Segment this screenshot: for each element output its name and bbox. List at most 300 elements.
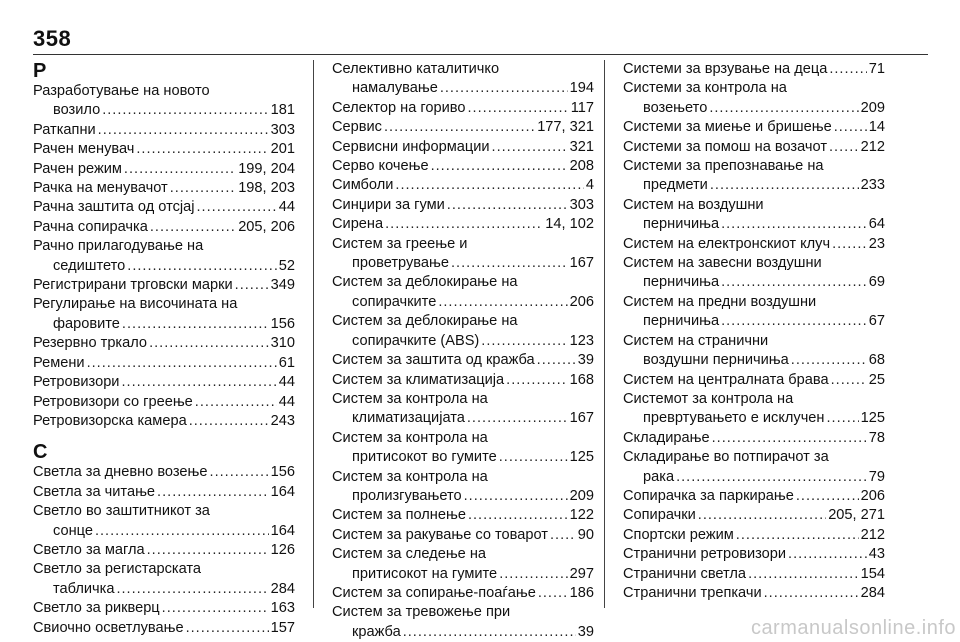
entry-term: Систем за полнење [332,507,466,524]
entry-term: Системот за контрола на [623,390,794,407]
page-reference: 156 [270,315,295,332]
entry-term: Рачна заштита од отсјај [33,199,195,216]
page-reference: 71 [868,61,885,77]
dot-leader [710,176,859,195]
entry-line [332,351,594,370]
entry-term: Светло за магла [33,541,145,558]
index-entry [332,176,594,195]
dot-leader [235,276,269,295]
entry-term: Систем за климатизација [332,371,505,388]
dot-leader [395,176,583,195]
entry-term-continued: намалување [352,80,438,97]
entry-continuation-line [623,409,885,428]
dot-leader [189,412,269,431]
page-reference: 43 [868,546,885,563]
entry-term: Сопирачка за паркирање [623,487,794,504]
index-entry [33,502,295,541]
entry-line [33,541,295,560]
entry-line [623,487,885,506]
entry-term-continued: перничиња [643,313,720,330]
page-reference: 349 [270,277,295,294]
entry-line [623,429,885,448]
entry-line [33,354,295,373]
entry-line [623,138,885,157]
dot-leader [150,218,236,237]
entry-term: Систем за сопирање-поаѓање [332,584,536,601]
page-reference: 14 [868,119,885,136]
dot-leader [481,332,567,351]
index-entry [332,584,594,603]
index-entry [33,541,295,560]
page-reference: 181 [270,102,295,119]
entry-line [33,218,295,237]
entry-line [332,118,594,137]
dot-leader [537,351,576,370]
page-reference: 233 [860,177,885,194]
entry-line [33,179,295,198]
page-reference: 205, 271 [828,507,885,524]
page-reference: 310 [270,335,295,352]
column-divider [313,60,314,608]
dot-leader [403,623,576,642]
dot-leader [438,293,567,312]
dot-leader [832,235,867,254]
entry-term: Системи за контрола на [623,80,787,97]
dot-leader [506,371,568,390]
entry-term-continued: кражба [352,623,401,640]
index-entry [33,121,295,140]
index-entry [33,140,295,159]
dot-leader [499,448,568,467]
entry-continuation-line [332,79,594,98]
entry-term: Систем за контрола на [332,390,488,407]
entry-line [332,99,594,118]
index-entry [332,371,594,390]
entry-line [332,584,594,603]
entry-term: Системи за врзување на деца [623,61,828,77]
dot-leader [170,179,236,198]
entry-line [33,276,295,295]
index-entry [623,138,885,157]
entry-continuation-line [332,293,594,312]
entry-term: Систем за деблокирање на [332,313,518,330]
index-entry [332,545,594,584]
entry-term-continued: рака [643,468,675,485]
dot-leader [149,334,269,353]
page-reference: 123 [569,332,594,349]
entry-continuation-line [33,257,295,276]
entry-term: Рачка на менувачот [33,180,168,197]
page-reference: 212 [860,138,885,155]
index-entry [332,138,594,157]
entry-line [33,373,295,392]
page-reference: 44 [278,199,295,216]
dot-leader [384,118,535,137]
entry-term: Серво кочење [332,158,429,175]
entry-term: Ремени [33,354,85,371]
dot-leader [464,487,568,506]
page-reference: 79 [868,468,885,485]
index-entry [623,584,885,603]
entry-term: Симболи [332,177,394,194]
index-entry [623,371,885,390]
page-reference: 284 [860,584,885,601]
dot-leader [764,584,859,603]
index-entry [33,82,295,121]
index-entry [33,354,295,373]
entry-term-continued: сопирачките (ABS) [352,332,480,349]
entry-term: Сервисни информации [332,138,490,155]
page-reference: 164 [270,522,295,539]
dot-leader [136,140,268,159]
page-reference: 125 [569,449,594,466]
page-reference: 117 [570,99,594,116]
page-reference: 167 [569,255,594,272]
index-entry [623,448,885,487]
index-entry [33,218,295,237]
column-divider [604,60,605,608]
dot-leader [87,354,277,373]
dot-leader [499,565,567,584]
entry-term: Ретровизорска камера [33,412,187,429]
page-reference: 303 [270,121,295,138]
dot-leader [791,351,867,370]
entry-term-continued: пролизгувањето [352,487,462,504]
dot-leader [796,487,859,506]
page-reference: 156 [270,464,295,481]
page-reference: 61 [278,354,295,371]
index-entry [33,619,295,638]
dot-leader [451,254,568,273]
dot-leader [186,619,269,638]
entry-line [33,121,295,140]
index-entry [332,215,594,234]
page-reference: 64 [868,216,885,233]
entry-continuation-line [623,215,885,234]
index-entry [623,293,885,332]
dot-leader [538,584,568,603]
page-reference: 198, 203 [238,180,295,197]
entry-term: Сопирачки [623,507,696,524]
entry-term-continued: фаровите [53,315,120,332]
dot-leader [826,409,858,428]
dot-leader [831,371,867,390]
page-reference: 186 [569,584,594,601]
entry-line [33,599,295,618]
page-reference: 39 [577,623,594,640]
entry-term: Систем за ракување со товарот [332,526,548,543]
entry-term: Светло за регистарската [33,561,202,578]
page-reference: 205, 206 [238,218,295,235]
entry-line [33,160,295,179]
page-reference: 208 [569,158,594,175]
entry-term: Систем на електронскиот клуч [623,235,831,252]
entry-continuation-line [33,315,295,334]
entry-term: Светла за дневно возење [33,464,208,481]
entry-term: Светла за читање [33,483,156,500]
index-entry [332,235,594,274]
page-reference: 23 [868,235,885,252]
entry-term-continued: превртувањето е исклучен [643,410,825,427]
index-entry [33,412,295,431]
header-rule [33,54,928,55]
page-reference: 14, 102 [545,216,594,233]
index-entry [332,273,594,312]
dot-leader [95,522,269,541]
dot-leader [829,60,866,79]
entry-term: Разработување на новото [33,83,210,99]
entry-line [33,463,295,482]
page-reference: 39 [577,352,594,369]
entry-line [33,198,295,217]
dot-leader [467,99,568,118]
page-reference: 206 [569,293,594,310]
page-reference: 321 [569,138,594,155]
dot-leader [721,215,867,234]
index-entry [623,545,885,564]
entry-term: Рачен менувач [33,141,135,158]
page-reference: 157 [270,619,295,636]
page-reference: 126 [270,541,295,558]
entry-continuation-line [332,565,594,584]
dot-leader [834,118,867,137]
entry-line [33,334,295,353]
entry-term: Спортски режим [623,526,734,543]
entry-line [332,196,594,215]
page-reference: 122 [569,507,594,524]
entry-line [623,235,885,254]
entry-term: Рачен режим [33,160,122,177]
index-entry [623,118,885,137]
index-entry [623,565,885,584]
index-entry [33,483,295,502]
entry-line [332,157,594,176]
index-entry [33,560,295,599]
page-reference: 90 [577,526,594,543]
entry-line [332,506,594,525]
index-column-3 [623,60,885,603]
index-entry [332,99,594,118]
entry-term: Системи за миење и бришење [623,119,832,136]
entry-term: Селектор на гориво [332,99,466,116]
index-entry [332,157,594,176]
entry-term: Системи за помош на возачот [623,138,827,155]
page-reference: 44 [278,374,295,391]
entry-term: Ретровизори [33,374,120,391]
index-entry [332,603,594,642]
entry-term: Странични трепкачи [623,584,762,601]
index-entry [623,157,885,196]
entry-continuation-line [332,448,594,467]
index-entry [623,526,885,545]
entry-line [33,140,295,159]
entry-term-continued: предмети [643,177,708,194]
dot-leader [467,409,568,428]
dot-leader [124,160,236,179]
page-reference: 209 [569,487,594,504]
entry-term: Систем на воздушни [623,196,764,213]
entry-term: Систем на завесни воздушни [623,255,822,272]
entry-term: Систем за деблокирање на [332,274,518,291]
page-reference: 206 [860,487,885,504]
dot-leader [721,273,867,292]
entry-term: Светло во заштитникот за [33,503,210,520]
index-entry [33,373,295,392]
index-entry [33,393,295,412]
page-number: 358 [33,26,72,51]
entry-continuation-line [332,409,594,428]
entry-term-continued: возило [53,102,101,119]
dot-leader [712,429,867,448]
entry-term: Странични ретровизори [623,546,787,563]
entry-line [623,506,885,525]
dot-leader [788,545,867,564]
entry-continuation-line [332,487,594,506]
entry-term: Систем на странични [623,332,769,349]
entry-term-continued: притисокот во гумите [352,449,497,466]
entry-term-continued: воздушни перничиња [643,352,789,369]
dot-leader [721,312,867,331]
entry-line [623,118,885,137]
entry-line [332,138,594,157]
entry-term-continued: климатизацијата [352,410,465,427]
entry-term: Систем за контрола на [332,429,488,446]
index-entry [332,196,594,215]
dot-leader [122,315,269,334]
entry-line [33,412,295,431]
entry-term: Раткапни [33,121,96,138]
entry-term-continued: проветрување [352,255,449,272]
index-entry [623,429,885,448]
entry-continuation-line [33,101,295,120]
dot-leader [98,121,269,140]
dot-leader [468,506,568,525]
entry-term-continued: сонце [53,522,93,539]
page-reference: 78 [868,429,885,446]
page-reference: 69 [868,274,885,291]
page-reference: 243 [270,412,295,429]
entry-line [332,215,594,234]
page-reference: 125 [860,410,885,427]
entry-line [623,371,885,390]
dot-leader [147,541,269,560]
dot-leader [385,215,543,234]
index-entry [332,351,594,370]
index-entry [623,196,885,235]
index-entry [33,599,295,618]
dot-leader [447,196,568,215]
index-entry [332,526,594,545]
page-reference: 209 [860,99,885,116]
entry-term: Складирање во потпирачот за [623,449,829,466]
entry-term: Систем за контрола на [332,468,488,485]
page-reference: 67 [868,313,885,330]
page-reference: 194 [569,80,594,97]
entry-line [623,60,885,79]
entry-line [33,483,295,502]
page-reference: 68 [868,352,885,369]
index-entry [332,468,594,507]
entry-continuation-line [332,332,594,351]
dot-leader [210,463,269,482]
index-entry [623,506,885,525]
index-entry [33,198,295,217]
page-reference: 163 [270,600,295,617]
entry-line [332,176,594,195]
page-reference: 164 [270,483,295,500]
entry-term-continued: притисокот на гумите [352,565,498,582]
entry-term: Систем на централната брава [623,371,829,388]
page-reference: 154 [860,565,885,582]
index-column-1 [33,60,295,638]
index-entry [332,390,594,429]
dot-leader [676,468,867,487]
entry-term-continued: сопирачките [352,293,437,310]
index-entry [623,60,885,79]
dot-leader [709,99,858,118]
dot-leader [197,198,277,217]
dot-leader [492,138,568,157]
entry-line [623,565,885,584]
entry-continuation-line [332,623,594,642]
dot-leader [736,526,859,545]
page-reference: 25 [868,371,885,388]
entry-line [623,584,885,603]
index-entry [332,118,594,137]
entry-term-continued: табличка [53,580,115,597]
entry-line [332,526,594,545]
index-entry [623,79,885,118]
entry-term: Систем за греење и [332,235,468,252]
entry-term: Светло за рикверц [33,600,160,617]
dot-leader [157,483,269,502]
entry-line [33,619,295,638]
page-reference: 167 [569,410,594,427]
entry-term: Рачно прилагодување на [33,238,204,255]
entry-term: Рачна сопирачка [33,218,148,235]
page-reference: 52 [278,257,295,274]
index-entry [623,487,885,506]
entry-term: Свиочно осветлување [33,619,184,636]
dot-leader [116,580,268,599]
entry-term-continued: возењето [643,99,708,116]
dot-leader [121,373,276,392]
index-entry [623,254,885,293]
entry-term: Странични светла [623,565,747,582]
section-gap [33,431,295,441]
page-reference: 284 [270,580,295,597]
index-entry [33,334,295,353]
page-reference: 297 [569,565,594,582]
entry-term: Синџири за гуми [332,196,445,213]
page-reference: 201 [270,141,295,158]
dot-leader [431,157,568,176]
entry-continuation-line [623,351,885,370]
entry-line [623,526,885,545]
page-reference: 4 [585,177,594,194]
entry-term: Ретровизори со греење [33,393,193,410]
index-entry [33,276,295,295]
entry-term: Регулирање на височината на [33,296,238,313]
index-entry [33,237,295,276]
entry-continuation-line [623,176,885,195]
entry-continuation-line [33,580,295,599]
entry-line [33,393,295,412]
entry-term-continued: перничиња [643,274,720,291]
index-entry [33,295,295,334]
entry-term: Селективно каталитичко [332,61,500,77]
entry-term: Сирена [332,216,384,233]
